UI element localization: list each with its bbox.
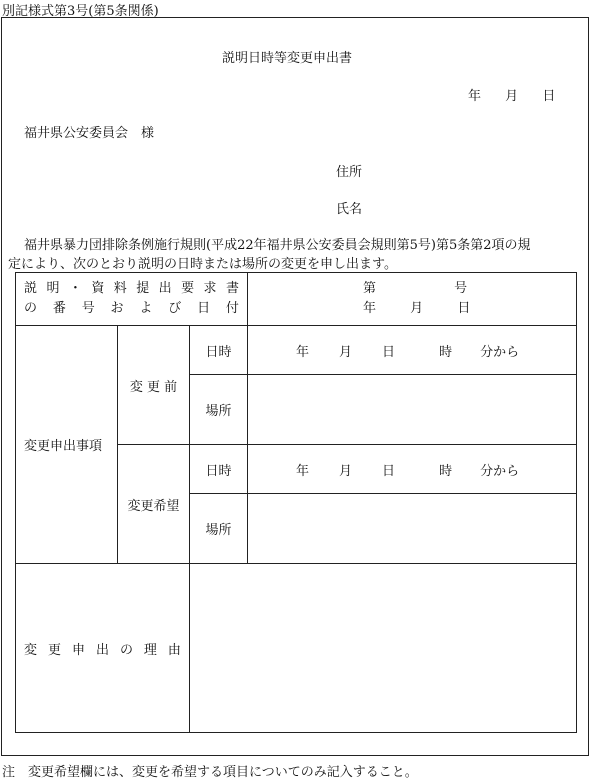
reason-char: 出	[95, 642, 109, 658]
datetime-label: 日時	[205, 344, 232, 360]
label-char: 説	[24, 281, 38, 296]
label-char: 料	[113, 281, 127, 296]
date-year: 年	[468, 89, 482, 104]
request-number-value-line-1	[248, 279, 576, 299]
dt-hour: 時	[439, 344, 453, 360]
date-line	[468, 85, 555, 104]
reason-row	[16, 564, 577, 733]
request-number-label-cell	[16, 273, 248, 326]
hope-datetime-value-cell[interactable]	[248, 445, 577, 494]
dt-year: 年	[296, 463, 310, 479]
label-char: 書	[225, 281, 239, 296]
label-char: ・	[68, 281, 82, 296]
form-title: 説明日時等変更申出書	[222, 51, 353, 66]
hope-label: 変更希望	[127, 498, 180, 514]
before-place-value-cell[interactable]	[248, 375, 577, 445]
name-label: 氏名	[336, 202, 363, 217]
before-datetime-value-cell[interactable]	[248, 326, 577, 375]
reason-label-cell	[16, 564, 190, 733]
label-char: よ	[139, 301, 153, 316]
reason-char: の	[119, 642, 133, 658]
reason-label	[16, 639, 189, 658]
form-table	[15, 272, 577, 733]
dt-day: 日	[382, 344, 396, 360]
hope-label-cell	[118, 445, 190, 564]
hope-place-value-cell[interactable]	[248, 494, 577, 564]
dt-year: 年	[296, 344, 310, 360]
body-text-line-1: 福井県暴力団排除条例施行規則(平成22年福井県公安委員会規則第5号)第5条第2項の規	[24, 238, 531, 253]
group-label: 変更申出事項	[24, 439, 103, 454]
dt-month: 月	[339, 344, 353, 360]
label-char: 明	[46, 281, 60, 296]
header-ref: 別記様式第3号(第5条関係)	[2, 4, 159, 19]
label-char: 提	[136, 281, 150, 296]
date-month: 月	[505, 89, 519, 104]
place-label: 場所	[205, 404, 232, 419]
request-number-value-cell[interactable]	[248, 273, 577, 326]
reason-char: 変	[24, 642, 38, 658]
hope-datetime-label-cell	[190, 445, 248, 494]
group-label-cell	[16, 326, 118, 564]
request-number-label-line-1	[16, 279, 247, 299]
dt-minute: 分から	[480, 344, 520, 360]
request-number-row	[16, 273, 577, 326]
request-number-value-line-2	[248, 299, 576, 319]
label-char: の	[24, 301, 38, 316]
dt-hour: 時	[439, 463, 453, 479]
addressee: 福井県公安委員会 様	[24, 126, 155, 141]
body-text-line-2: 定により、次のとおり説明の日時または場所の変更を申し出ます。	[8, 257, 397, 272]
dt-minute: 分から	[480, 463, 520, 479]
dt-month: 月	[339, 463, 353, 479]
number-go: 号	[454, 281, 468, 296]
before-label: 変 更 前	[129, 379, 178, 395]
dt-day: 日	[382, 463, 396, 479]
label-char: び	[168, 301, 182, 316]
label-char: 番	[52, 301, 66, 316]
place-label: 場所	[205, 523, 232, 538]
label-char: 求	[203, 281, 217, 296]
label-char: 出	[158, 281, 172, 296]
hope-place-label-cell	[190, 494, 248, 564]
before-label-cell	[118, 326, 190, 445]
number-dai: 第	[363, 281, 377, 296]
address-label: 住所	[336, 165, 363, 180]
date-day: 日	[542, 89, 556, 104]
label-char: 要	[181, 281, 195, 296]
request-year: 年	[363, 301, 377, 316]
reason-value-cell[interactable]	[190, 564, 577, 733]
before-datetime-row	[16, 326, 577, 375]
label-char: 資	[91, 281, 105, 296]
request-day: 日	[457, 301, 471, 316]
reason-char: 由	[167, 642, 181, 658]
reason-char: 申	[71, 642, 85, 658]
request-number-label-line-2	[16, 299, 247, 319]
footnote: 注 変更希望欄には、変更を希望する項目についてのみ記入すること。	[2, 765, 418, 780]
request-month: 月	[410, 301, 424, 316]
datetime-value	[248, 460, 576, 479]
before-place-label-cell	[190, 375, 248, 445]
datetime-value	[248, 341, 576, 360]
label-char: お	[110, 301, 124, 316]
reason-char: 理	[143, 642, 157, 658]
reason-char: 更	[47, 642, 61, 658]
datetime-label: 日時	[205, 463, 232, 479]
label-char: 日	[197, 301, 211, 316]
before-datetime-label-cell	[190, 326, 248, 375]
label-char: 号	[81, 301, 95, 316]
label-char: 付	[225, 301, 239, 316]
